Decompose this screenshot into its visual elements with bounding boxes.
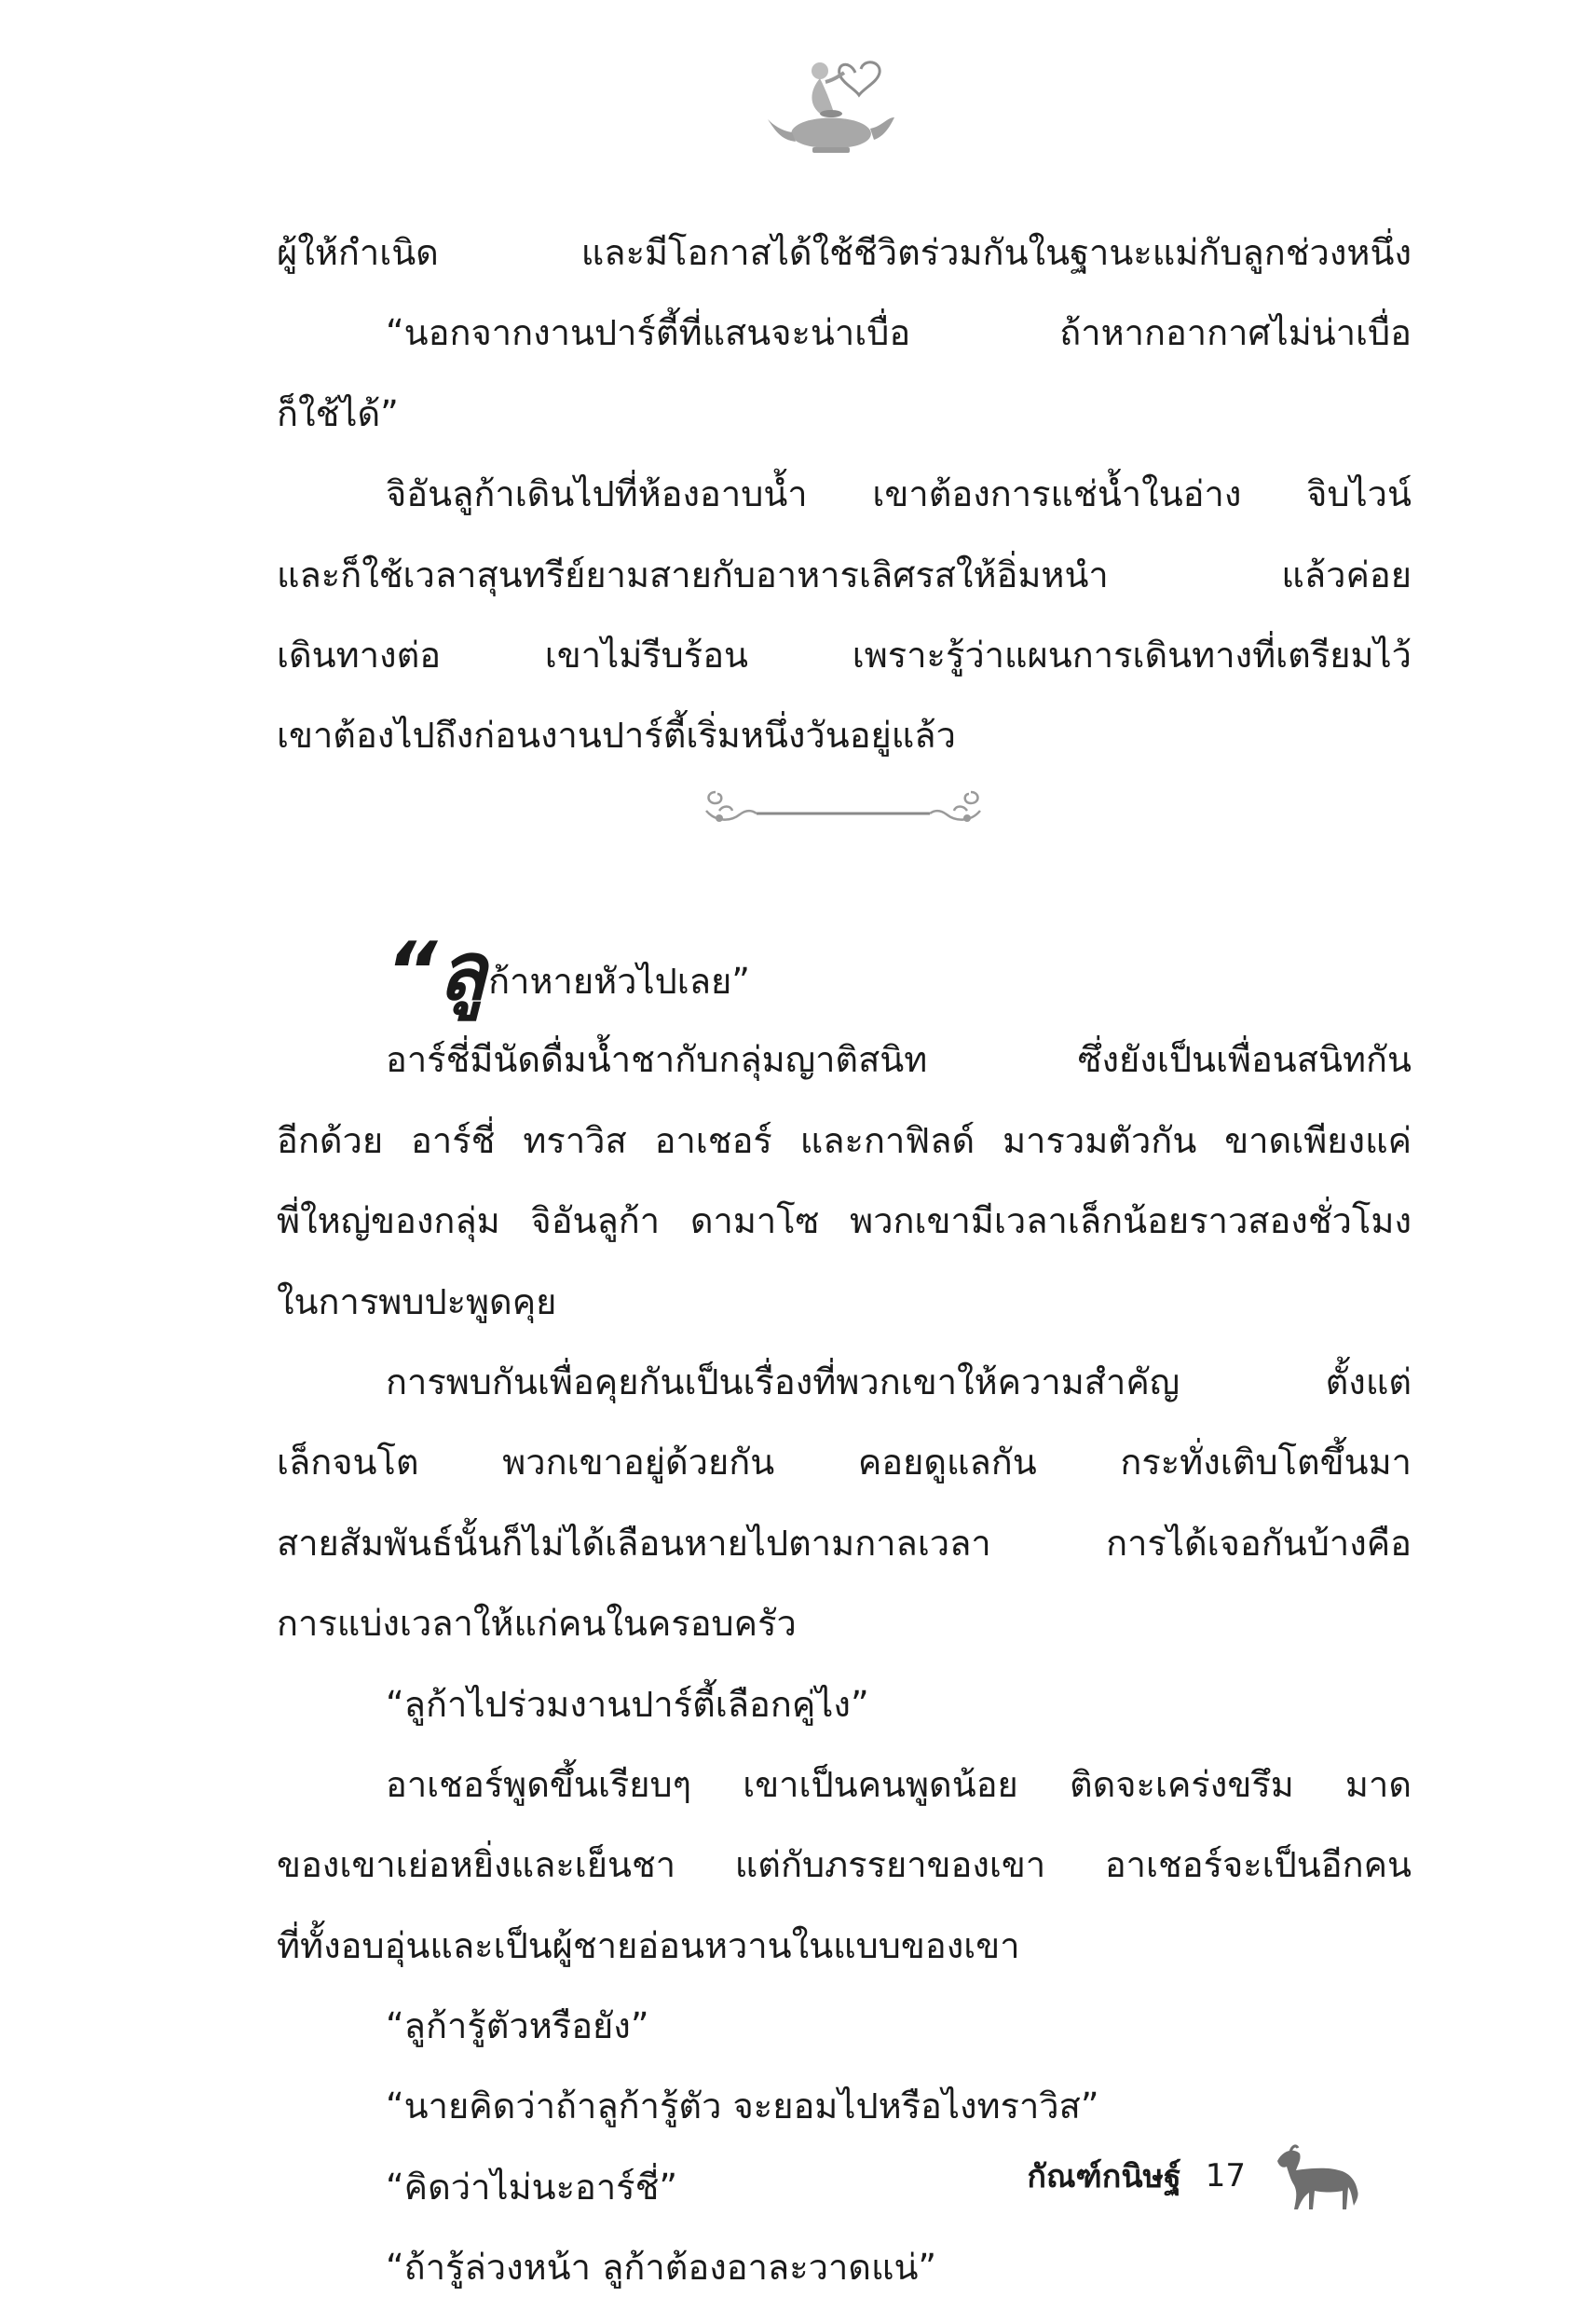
text-line: การแบ่งเวลาให้แก่คนในครอบครัว [277,1603,797,1645]
text-line: เขาต้องไปถึงก่อนงานปาร์ตี้เริ่มหนึ่งวันอยู่แล้ว [277,715,956,757]
text-line: “คิดว่าไม่นะอาร์ชี่” [386,2166,678,2208]
page-footer [1027,2143,1363,2208]
text-line: จิอันลูก้าเดินไปที่ห้องอาบน้ำ เขาต้องการแช่น้ำในอ่าง จิบไวน์ [386,473,1412,515]
text-line: อาเชอร์พูดขึ้นเรียบๆ เขาเป็นคนพูดน้อย ติดจะเคร่งขรึม มาด [386,1763,1412,1805]
text-line: ก้าหายหัวไปเลย” [488,961,750,1002]
text-line: อาร์ชี่มีนัดดื่มน้ำชากับกลุ่มญาติสนิท ซึ่งยังเป็นเพื่อนสนิทกัน [386,1039,1412,1081]
page-number: 17 [1205,2157,1246,2195]
text-line: สายสัมพันธ์นั้นก็ไม่ได้เลือนหายไปตามกาลเวลา การได้เจอกันบ้างคือ [277,1522,1412,1564]
text-line: ที่ทั้งอบอุ่นและเป็นผู้ชายอ่อนหวานในแบบของเขา [277,1924,1020,1966]
text-line: “นอกจากงานปาร์ตี้ที่แสนจะน่าเบื่อ ถ้าหากอากาศไม่น่าเบื่อ [386,312,1412,354]
text-line: เดินทางต่อ เขาไม่รีบร้อน เพราะรู้ว่าแผนการเดินทางที่เตรียมไว้ [277,634,1412,676]
text-line: การพบกันเพื่อคุยกันเป็นเรื่องที่พวกเขาให้ความสำคัญ ตั้งแต่ [386,1361,1412,1402]
text-line: ของเขาเย่อหยิ่งและเย็นชา แต่กับภรรยาของเขา อาเชอร์จะเป็นอีกคน [277,1844,1412,1886]
paragraph-block-1 [277,212,1412,776]
book-title: กัณฑ์กนิษฐ์ [1027,2158,1181,2195]
text-line: พี่ใหญ่ของกลุ่ม จิอันลูก้า ดามาโซ พวกเขามีเวลาเล็กน้อยราวสองชั่วโมง [277,1200,1412,1242]
paragraph-block-2 [277,925,1412,2308]
text-line: ผู้ให้กำเนิด และมีโอกาสได้ใช้ชีวิตร่วมกันในฐานะแม่กับลูกช่วงหนึ่ง [277,232,1412,273]
text-line: “ลูก้าไปร่วมงานปาร์ตี้เลือกคู่ไง” [386,1683,869,1725]
text-line: “นายคิดว่าถ้าลูก้ารู้ตัว จะยอมไปหรือไงทราวิส” [386,2085,1099,2127]
text-line: “ถ้ารู้ล่วงหน้า ลูก้าต้องอาละวาดแน่” [386,2247,937,2289]
dropcap-line [277,925,1412,1019]
text-line: ก็ใช้ได้” [277,392,399,434]
text-line: และก็ใช้เวลาสุนทรีย์ยามสายกับอาหารเลิศรสให้อิ่มหนำ แล้วค่อย [277,554,1412,595]
ornamental-divider-icon [699,773,988,831]
genie-lamp-with-heart-icon [764,52,904,159]
text-line: เล็กจนโต พวกเขาอยู่ด้วยกัน คอยดูแลกัน กระทั่งเติบโตขึ้นมา [277,1442,1412,1484]
drop-cap: “ลู [386,925,487,1019]
text-line: “ลูก้ารู้ตัวหรือยัง” [386,2005,649,2047]
horse-icon [1270,2139,1363,2213]
text-line: ในการพบปะพูดคุย [277,1280,557,1322]
text-line: อีกด้วย อาร์ชี่ ทราวิส อาเชอร์ และกาฟิลด์ มารวมตัวกัน ขาดเพียงแค่ [277,1119,1412,1161]
